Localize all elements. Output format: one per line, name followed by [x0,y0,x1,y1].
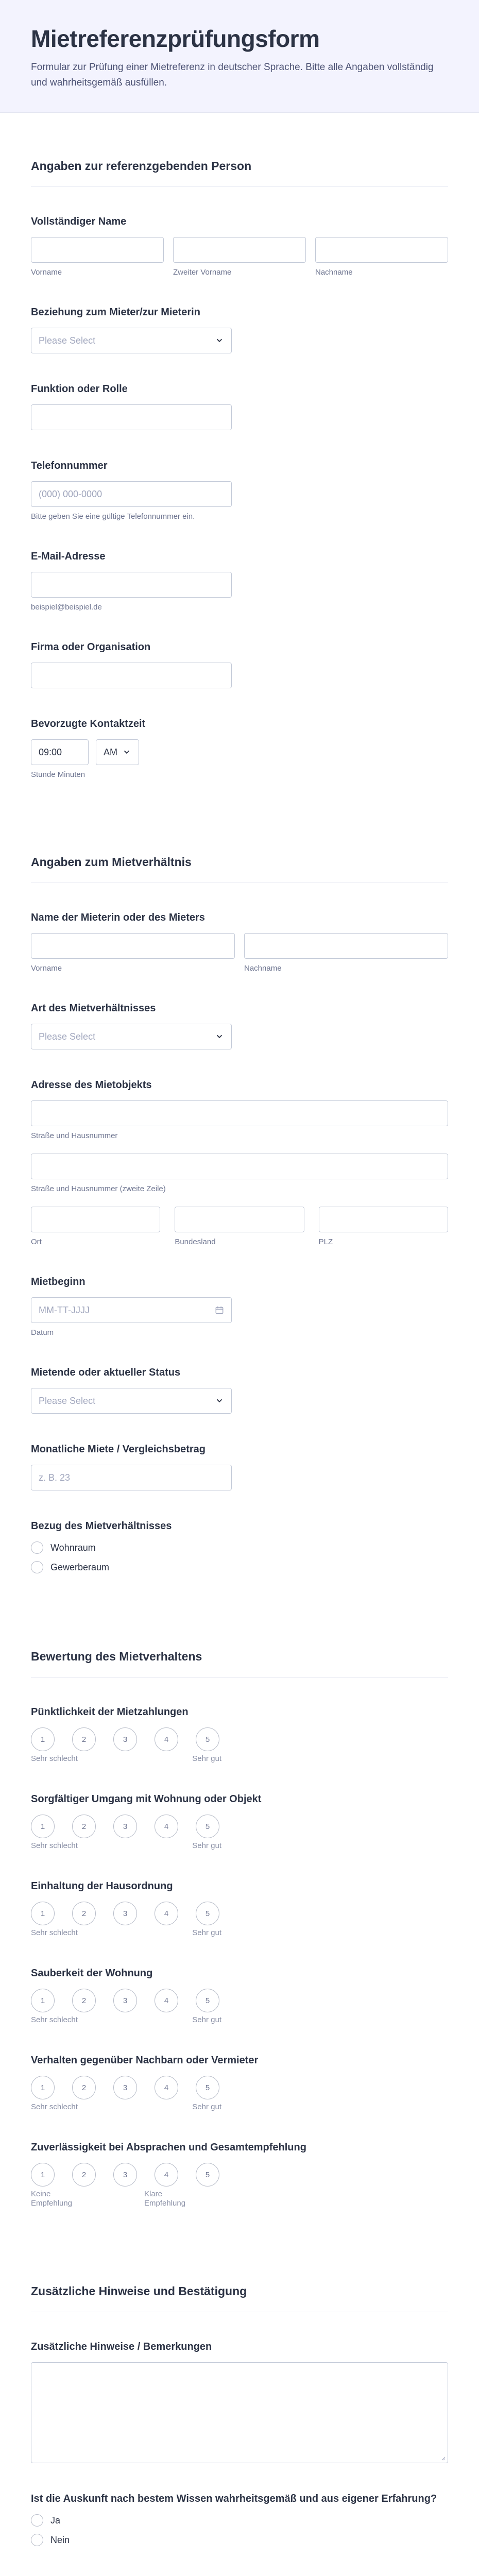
rating-high-label: Sehr gut [192,1841,221,1850]
rent-input[interactable] [31,1465,232,1490]
status-label: Mietende oder aktueller Status [31,1367,181,1378]
tenancy-type-label: Art des Mietverhältnisses [31,1003,156,1014]
rating-option-3[interactable]: 3 [113,1815,137,1838]
last-name-sublabel: Nachname [315,268,353,277]
street2-sublabel: Straße und Hausnummer (zweite Zeile) [31,1184,166,1193]
usage-option-label: Wohnraum [50,1542,96,1553]
phone-placeholder: (000) 000-0000 [39,488,102,499]
start-date-placeholder: MM-TT-JJJJ [39,1304,90,1315]
relation-field [31,307,448,353]
rating-scale [31,2076,448,2099]
contact-time-hint: Stunde Minuten [31,770,85,779]
rent-label: Monatliche Miete / Vergleichsbetrag [31,1444,206,1455]
rating-option-2[interactable]: 2 [72,1989,96,2012]
usage-option-gewerberaum[interactable] [31,1561,448,1573]
email-hint: beispiel@beispiel.de [31,603,102,612]
email-label: E-Mail-Adresse [31,551,106,562]
rating-q4 [31,1968,448,2025]
radio-button[interactable] [31,1561,43,1573]
rating-question: Einhaltung der Hausordnung [31,1880,173,1892]
rating-question: Verhalten gegenüber Nachbarn oder Vermieter [31,2055,259,2066]
rating-high-label: Sehr gut [192,1928,221,1937]
rating-low-label: Sehr schlecht [31,1754,78,1763]
form-body [0,113,479,2576]
calendar-icon[interactable] [215,1306,224,1315]
rating-option-5[interactable]: 5 [196,2163,219,2187]
role-label: Funktion oder Rolle [31,383,128,395]
rating-low-label: Sehr schlecht [31,2103,78,2111]
rating-q6 [31,2142,448,2208]
first-name-sublabel: Vorname [31,268,62,277]
contact-time-value: 09:00 [39,747,62,757]
rating-option-3[interactable]: 3 [113,1727,137,1751]
tenant-name-label: Name der Mieterin oder des Mieters [31,912,205,923]
rating-option-5[interactable]: 5 [196,1727,219,1751]
rating-option-3[interactable]: 3 [113,2163,137,2187]
rating-option-2[interactable]: 2 [72,1727,96,1751]
truth-option-label: Nein [50,2534,70,2545]
rent-field [31,1444,448,1490]
rating-option-5[interactable]: 5 [196,2076,219,2099]
contact-time-label: Bevorzugte Kontaktzeit [31,718,146,730]
form-title: Mietreferenzprüfungsform [31,25,320,52]
form-header [0,0,479,113]
rating-option-2[interactable]: 2 [72,2163,96,2187]
phone-input[interactable] [31,481,232,507]
truth-option-label: Ja [50,2515,61,2526]
rating-option-1[interactable]: 1 [31,2163,55,2187]
rating-scale [31,1727,448,1751]
rating-question: Sorgfältiger Umgang mit Wohnung oder Objekt [31,1793,262,1805]
rating-option-4[interactable]: 4 [155,2163,178,2187]
rating-low-label: Sehr schlecht [31,1841,78,1850]
state-input[interactable] [175,1207,304,1232]
zip-input[interactable] [319,1207,448,1232]
company-field [31,641,448,688]
rating-option-2[interactable]: 2 [72,2076,96,2099]
chevron-down-icon [122,748,131,757]
tenant-first-name-input[interactable] [31,933,235,959]
rating-high-label: Sehr gut [192,2103,221,2111]
notes-textarea[interactable] [31,2362,448,2463]
rating-option-4[interactable]: 4 [155,1815,178,1838]
rating-q1 [31,1706,448,1764]
resize-handle-icon[interactable] [440,2455,446,2461]
rating-option-4[interactable]: 4 [155,1727,178,1751]
relation-label: Beziehung zum Mieter/zur Mieterin [31,307,200,318]
full-name-label: Vollständiger Name [31,216,127,227]
rating-option-2[interactable]: 2 [72,1902,96,1925]
rating-scale [31,2163,448,2187]
tenant-first-sublabel: Vorname [31,964,62,973]
company-label: Firma oder Organisation [31,641,151,653]
usage-option-label: Gewerberaum [50,1562,110,1572]
chevron-down-icon [215,1032,224,1041]
tenancy-type-value: Please Select [39,1031,96,1042]
rating-option-5[interactable]: 5 [196,1989,219,2012]
usage-option-wohnraum[interactable] [31,1541,448,1554]
ampm-value: AM [104,747,117,757]
rating-high-label: Sehr gut [192,1754,221,1763]
zip-sublabel: PLZ [318,1238,333,1246]
rating-question: Pünktlichkeit der Mietzahlungen [31,1706,189,1718]
first-name-input[interactable] [31,237,164,263]
radio-button[interactable] [31,2534,43,2546]
middle-name-input[interactable] [173,237,306,263]
company-input[interactable] [31,663,232,688]
rating-question: Sauberkeit der Wohnung [31,1968,153,1979]
rating-q3 [31,1880,448,1938]
rating-low-label: Keine Empfehlung [31,2190,73,2208]
address-field [31,1079,448,1246]
rating-option-3[interactable]: 3 [113,1902,137,1925]
rating-scale [31,1989,448,2012]
rating-scale [31,1815,448,1838]
role-field [31,383,448,430]
rating-option-2[interactable]: 2 [72,1815,96,1838]
radio-button[interactable] [31,1541,43,1554]
street1-input[interactable] [31,1100,448,1126]
ampm-select[interactable] [96,739,139,765]
tenant-name-field [31,912,448,973]
section-heading-tenancy: Angaben zum Mietverhältnis [31,809,448,883]
truth-option-ja[interactable] [31,2514,448,2527]
rating-option-3[interactable]: 3 [113,2076,137,2099]
middle-name-sublabel: Zweiter Vorname [173,268,232,277]
rent-placeholder: z. B. 23 [39,1472,71,1483]
rating-option-3[interactable]: 3 [113,1989,137,2012]
relation-select[interactable] [31,328,232,353]
tenancy-type-select[interactable] [31,1024,232,1049]
relation-select-value: Please Select [39,335,96,346]
email-input[interactable] [31,572,232,598]
rating-option-4[interactable]: 4 [155,2076,178,2099]
rating-option-5[interactable]: 5 [196,1815,219,1838]
status-field [31,1367,448,1414]
role-input[interactable] [31,404,232,430]
chevron-down-icon [215,1396,224,1405]
city-input[interactable] [31,1207,160,1232]
section-heading-person: Angaben zur referenzgebenden Person [31,113,448,187]
rating-option-5[interactable]: 5 [196,1902,219,1925]
start-date-hint: Datum [31,1328,54,1337]
street1-sublabel: Straße und Hausnummer [31,1131,118,1140]
status-select-value: Please Select [39,1395,96,1406]
status-select[interactable] [31,1388,232,1414]
notes-field [31,2341,448,2463]
rating-low-label: Sehr schlecht [31,2015,78,2024]
tenant-last-sublabel: Nachname [244,964,282,973]
notes-label: Zusätzliche Hinweise / Bemerkungen [31,2341,212,2352]
city-sublabel: Ort [31,1238,42,1246]
rating-question: Zuverlässigkeit bei Absprachen und Gesamtempfehlung [31,2142,306,2153]
chevron-down-icon [215,336,224,345]
tenancy-type-field [31,1003,448,1049]
rating-q5 [31,2055,448,2112]
rating-option-4[interactable]: 4 [155,1989,178,2012]
rating-option-1[interactable]: 1 [31,2076,55,2099]
phone-label: Telefonnummer [31,460,108,471]
rating-high-label: Sehr gut [192,2015,221,2024]
truth-field [31,2493,448,2546]
section-heading-confirmation: Zusätzliche Hinweise und Bestätigung [31,2238,448,2312]
contact-time-field [31,718,448,779]
section-heading-rating: Bewertung des Mietverhaltens [31,1603,448,1677]
rating-option-1[interactable]: 1 [31,1815,55,1838]
usage-field [31,1520,448,1573]
truth-option-nein[interactable] [31,2534,448,2546]
phone-hint: Bitte geben Sie eine gültige Telefonnummer ein. [31,512,195,521]
rating-option-1[interactable]: 1 [31,1989,55,2012]
address-label: Adresse des Mietobjekts [31,1079,152,1091]
usage-label: Bezug des Mietverhältnisses [31,1520,172,1532]
start-date-label: Mietbeginn [31,1276,85,1287]
rating-low-label: Sehr schlecht [31,1928,78,1937]
last-name-input[interactable] [315,237,448,263]
form-subtitle: Formular zur Prüfung einer Mietreferenz in deutscher Sprache. Bitte alle Angaben vollständig und wahrheitsgemäß ausfüllen. [31,62,434,88]
rating-q2 [31,1793,448,1851]
radio-button[interactable] [31,2514,43,2527]
rating-option-4[interactable]: 4 [155,1902,178,1925]
start-date-field [31,1276,448,1337]
tenant-last-name-input[interactable] [244,933,448,959]
state-sublabel: Bundesland [175,1238,216,1246]
contact-time-input[interactable] [31,739,89,765]
truth-label: Ist die Auskunft nach bestem Wissen wahrheitsgemäß und aus eigener Erfahrung? [31,2493,437,2504]
start-date-input[interactable] [31,1297,232,1323]
full-name-field [31,216,448,277]
rating-scale [31,1902,448,1925]
rating-option-1[interactable]: 1 [31,1727,55,1751]
rating-option-1[interactable]: 1 [31,1902,55,1925]
rating-high-label: Klare Empfehlung [144,2190,186,2208]
street2-input[interactable] [31,1154,448,1179]
phone-field [31,460,448,521]
email-field [31,551,448,612]
